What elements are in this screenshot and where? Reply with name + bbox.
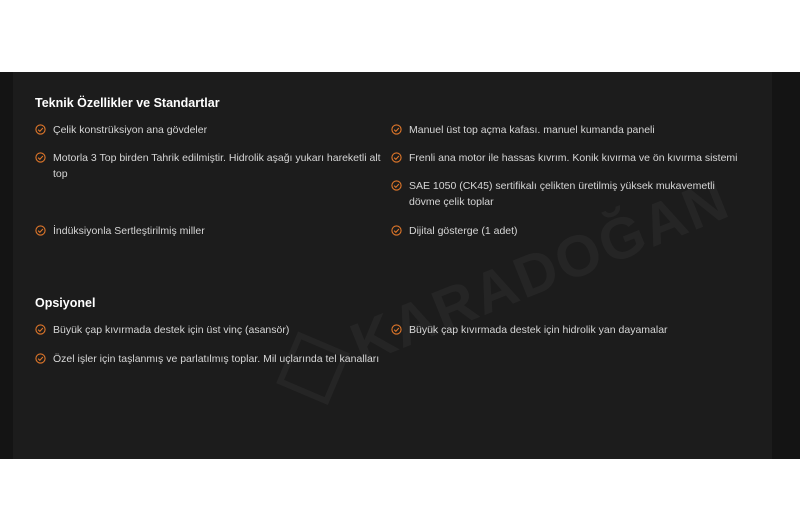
check-circle-icon [35,225,46,236]
spec-item-text: İndüksiyonla Sertleştirilmiş miller [53,225,205,237]
check-circle-icon [35,324,46,335]
spec-item [391,150,756,166]
option-item [35,322,380,338]
spec-item-text: Motorla 3 Top birden Tahrik edilmiştir. Hidrolik aşağı yukarı hareketli alt top [53,152,381,180]
check-circle-icon [391,124,402,135]
spec-item-text: Dijital gösterge (1 adet) [409,225,518,237]
spec-item [35,122,365,138]
watermark-logo-icon [276,331,349,404]
check-circle-icon [35,124,46,135]
option-item [391,322,751,338]
spec-item [35,150,390,182]
check-circle-icon [391,324,402,335]
check-circle-icon [391,152,402,163]
spec-item [391,122,751,138]
spec-item-text: Manuel üst top açma kafası. manuel kumanda paneli [409,124,655,136]
spec-item-text: Çelik konstrüksiyon ana gövdeler [53,124,208,136]
check-circle-icon [391,225,402,236]
options-heading: Opsiyonel [35,296,96,310]
specs-heading: Teknik Özellikler ve Standartlar [35,96,220,110]
check-circle-icon [35,152,46,163]
spec-item [391,178,736,210]
option-item-text: Özel işler için taşlanmış ve parlatılmış toplar. Mil uçlarında tel kanalları [53,353,380,365]
option-item-text: Büyük çap kıvırmada destek için hidrolik yan dayamalar [409,324,668,336]
check-circle-icon [391,180,402,191]
check-circle-icon [35,353,46,364]
option-item [35,351,415,367]
option-item-text: Büyük çap kıvırmada destek için üst vinç (asansör) [53,324,290,336]
spec-item-text: SAE 1050 (CK45) sertifikalı çelikten üretilmiş yüksek mukavemetli dövme çelik toplar [409,180,715,208]
spec-item [391,223,736,239]
spec-item-text: Frenli ana motor ile hassas kıvrım. Konik kıvırma ve ön kıvırma sistemi [409,152,738,164]
spec-item [35,223,365,239]
